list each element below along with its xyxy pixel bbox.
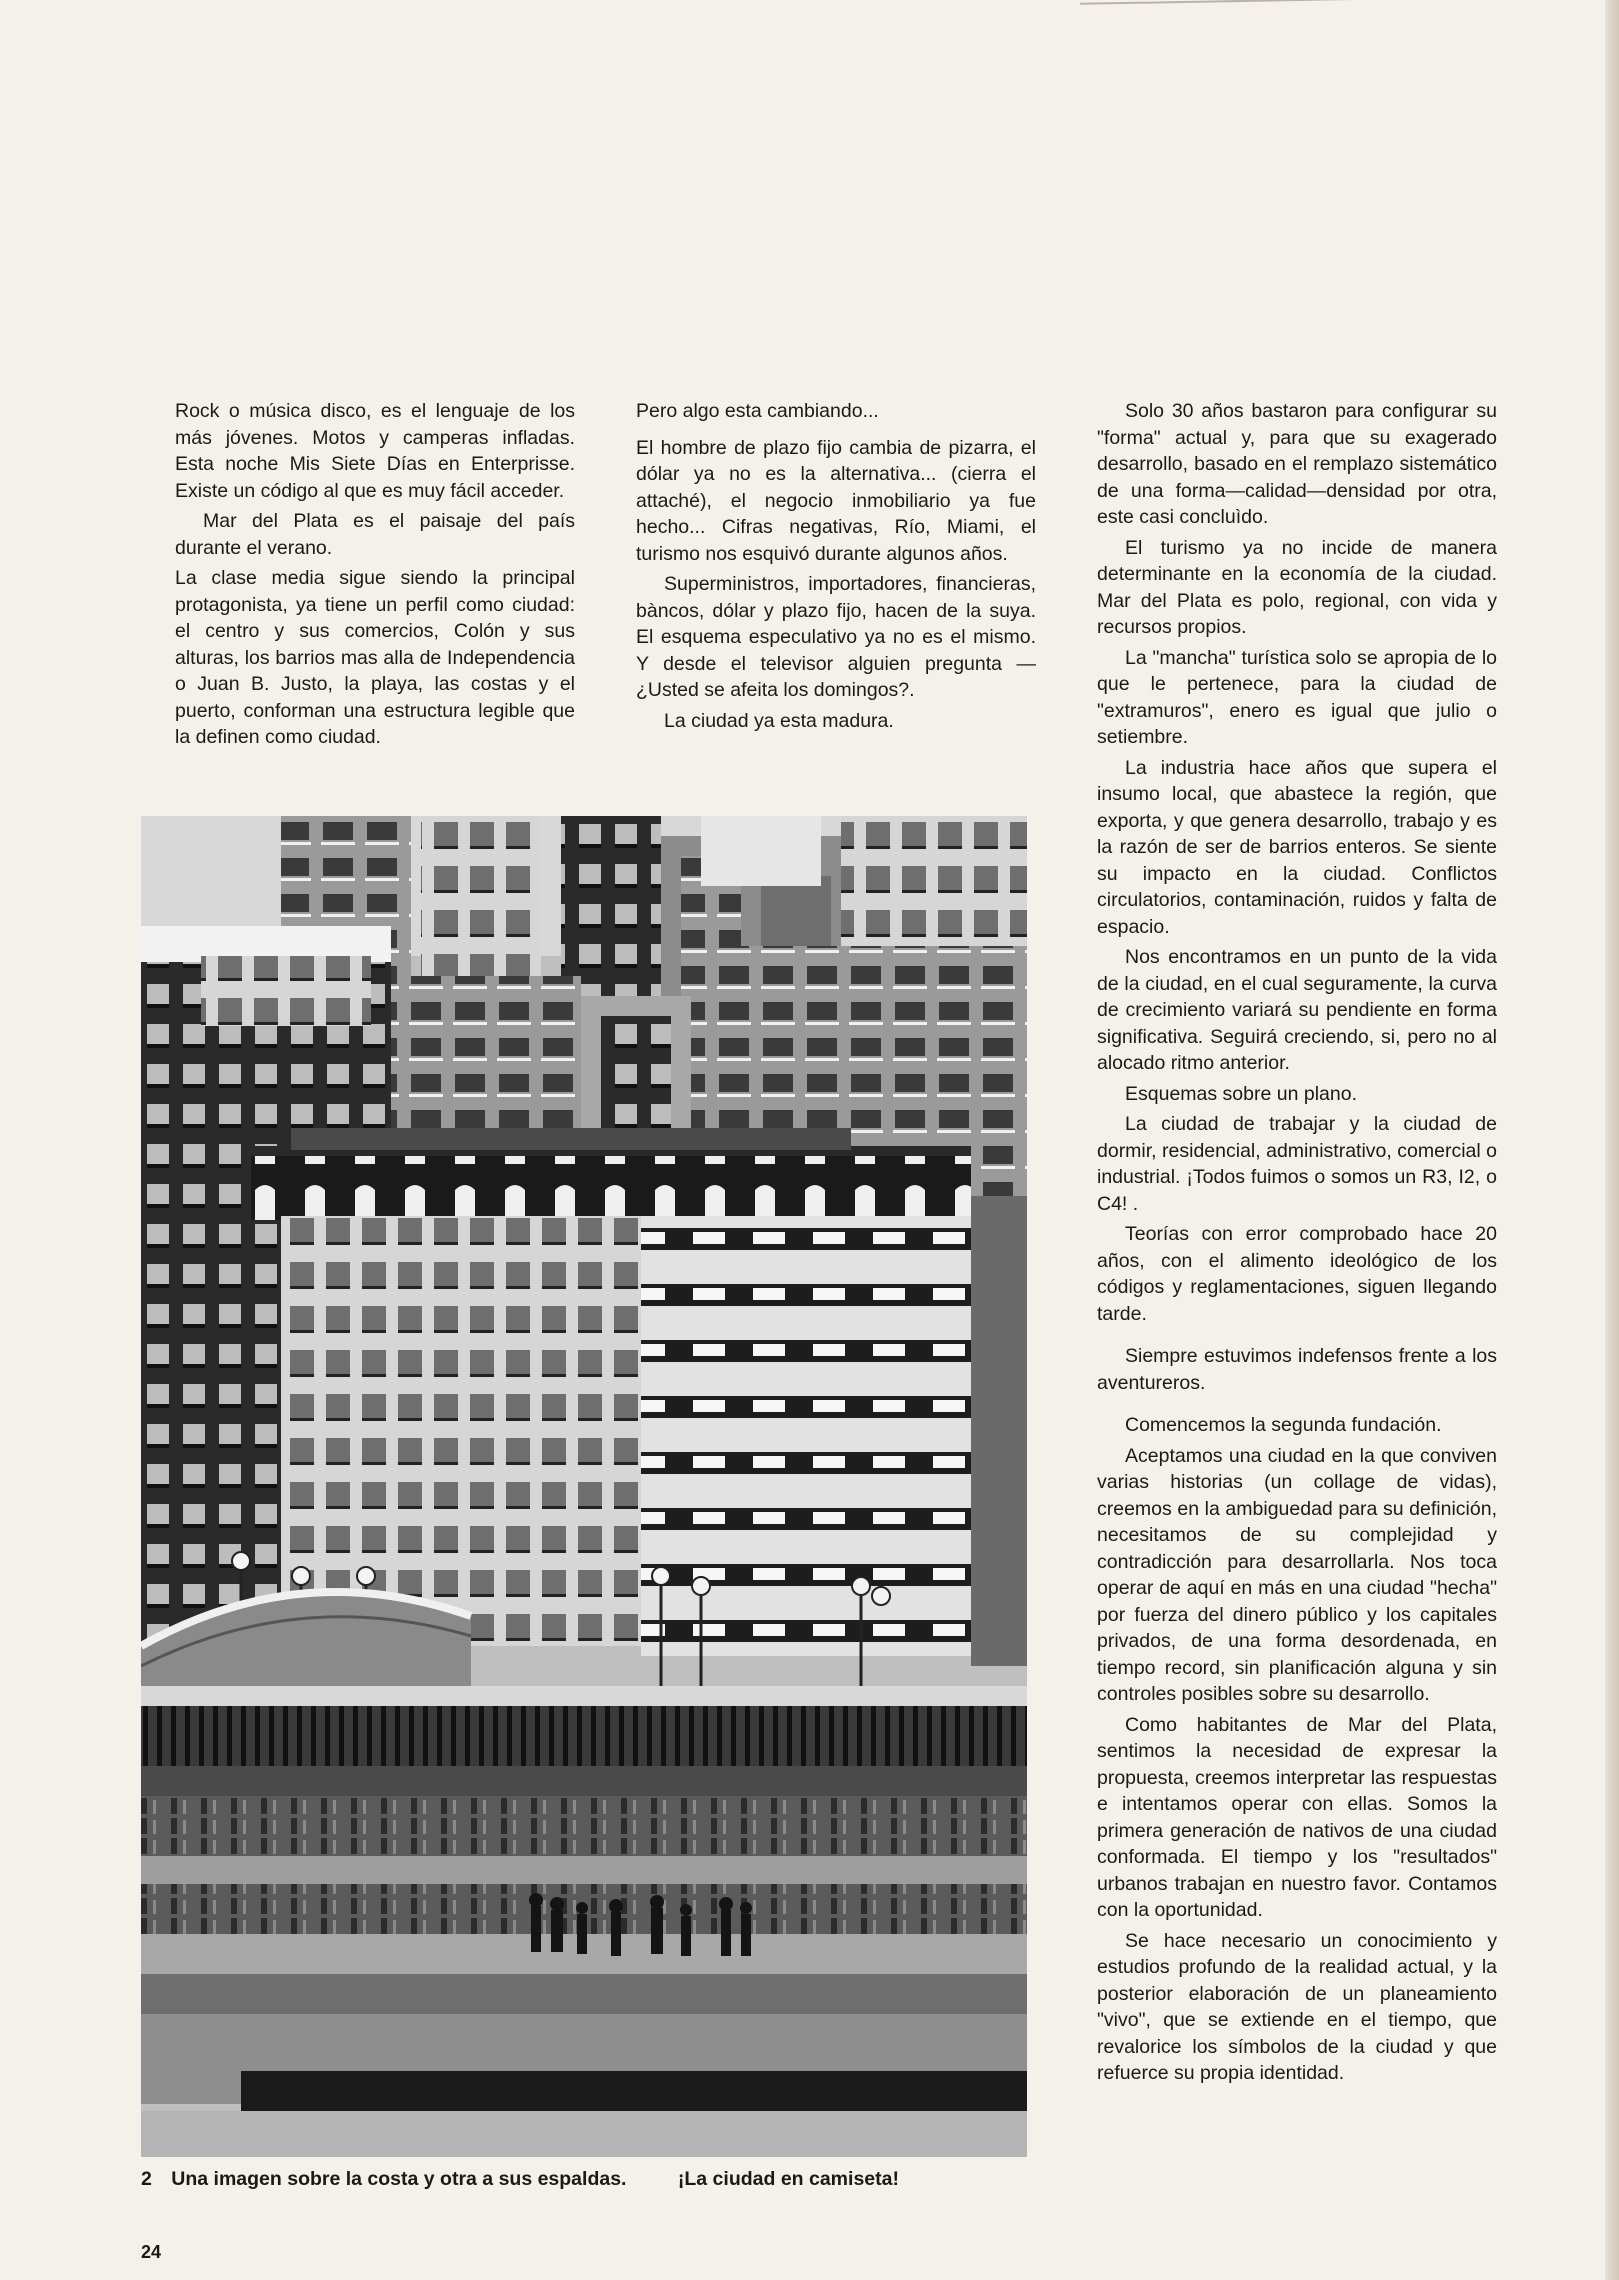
caption-text-a: Una imagen sobre la costa y otra a sus espaldas. [171,2168,627,2190]
paragraph: La "mancha" turística solo se apropia de lo que le pertenece, para la ciudad de "extramuros", enero es igual que julio o setiembre. [1097,646,1497,748]
paragraph: La ciudad ya esta madura. [664,709,894,732]
paragraph: Nos encontramos en un punto de la vida de la ciudad, en el cual seguramente, la curva de crecimiento variará su pendiente en forma significativa. Seguirá creciendo, si, pero no al alocado ritmo anterior. [1097,946,1497,1074]
photo-illustration [141,816,1027,2157]
paragraph: Superministros, importadores, financieras, bàncos, dólar y plazo fijo, hacen de la suya. El esquema especulativo ya no es el mismo. Y desde el televisor alguien pregunta —¿Usted se afeita los domingos?. [636,573,1036,701]
paragraph: Comencemos la segunda fundación. [1125,1414,1442,1436]
paragraph: Teorías con error comprobado hace 20 años, con el alimento ideológico de los códigos y reglamentaciones, siguen llegando tarde. [1097,1223,1497,1325]
paragraph: Siempre estuvimos indefensos frente a los aventureros. [1097,1345,1497,1394]
figure-caption [141,2168,1091,2191]
top-scan-mark [1080,0,1400,11]
page-number: 24 [141,2242,162,2262]
paragraph: Solo 30 años bastaron para configurar su "forma" actual y, para que su exagerado desarrollo, basado en el remplazo sistemático de una forma—calidad—densidad por otra, este casi concluìdo. [1097,400,1497,528]
city-coast-photo [141,816,1027,2157]
paragraph: Como habitantes de Mar del Plata, sentimos la necesidad de expresar la propuesta, creemos interpretar las respuestas e intentamos operar con ellas. Somos la primera generación de nativos de una ciudad conformada. El tiempo y los "resultados" urbanos trabajan en nuestro favor. Contamos con la oportunidad. [1097,1713,1497,1921]
paragraph: Se hace necesario un conocimiento y estudios profundo de la realidad actual, y la posterior elaboración de un planeamiento "vivo", que se extiende en el tiempo, que revalorice los símbolos de la ciudad y que refuerce su propia identidad. [1097,1929,1497,2084]
paragraph: Esquemas sobre un plano. [1125,1082,1357,1105]
paragraph: La industria hace años que supera el insumo local, que abastece la región, que exporta, y que genera desarrollo, trabajo y es la razón de ser de barrios enteros. Se siente su impacto en la ciudad. Conflictos circulatorios, contaminación, ruidos y falta de espacio. [1097,756,1497,938]
paragraph: La ciudad de trabajar y la ciudad de dormir, residencial, administrativo, comercial o industrial. ¡Todos fuimos o somos un R3, I2, o C4! . [1097,1113,1497,1215]
text-column-right [1097,398,1497,2091]
paragraph: La clase media sigue siendo la principal protagonista, ya tiene un perfil como ciudad: el centro y sus comercios, Colón y sus alturas, los barrios mas alla de Independencia o Juan B. Justo, la playa, las costas y el puerto, conforman una estructura legible que la definen como ciudad. [175,567,575,748]
paragraph: Rock o música disco, es el lenguaje de los más jóvenes. Motos y camperas infladas. Esta noche Mis Siete Días en Enterprisse. Existe un código al que es muy fácil acceder. [175,400,575,502]
caption-text-b: ¡La ciudad en camiseta! [677,2168,899,2190]
paragraph: Pero algo esta cambiando... [636,400,879,422]
paragraph: El hombre de plazo fijo cambia de pizarra, el dólar ya no es la alternativa... (cierra el attaché), el negocio inmobiliario ya fue hecho... Cifras negativas, Río, Miami, el turismo nos esquivó durante algunos años. [636,436,1036,565]
paragraph: Aceptamos una ciudad en la que conviven varias historias (un collage de vidas), creemos en la ambiguedad para su definición, necesitamos de su complejidad y contradicción para desarrollarla. Nos toca operar de aquí en más en una ciudad "hecha" por fuerza del dinero público y los capitales privados, de una forma desordenada, en tiempo record, sin planificación alguna y sin controles posibles sobre su desarrollo. [1097,1444,1497,1705]
page-edge [1605,0,1619,2280]
paragraph: Mar del Plata es el paisaje del país durante el verano. [175,510,575,559]
text-column-middle [636,398,1036,738]
caption-number: 2 [141,2168,152,2190]
paragraph: El turismo ya no incide de manera determinante en la economía de la ciudad. Mar del Plata es polo, regional, con vida y recursos propios. [1097,536,1497,638]
text-column-left [175,398,575,755]
